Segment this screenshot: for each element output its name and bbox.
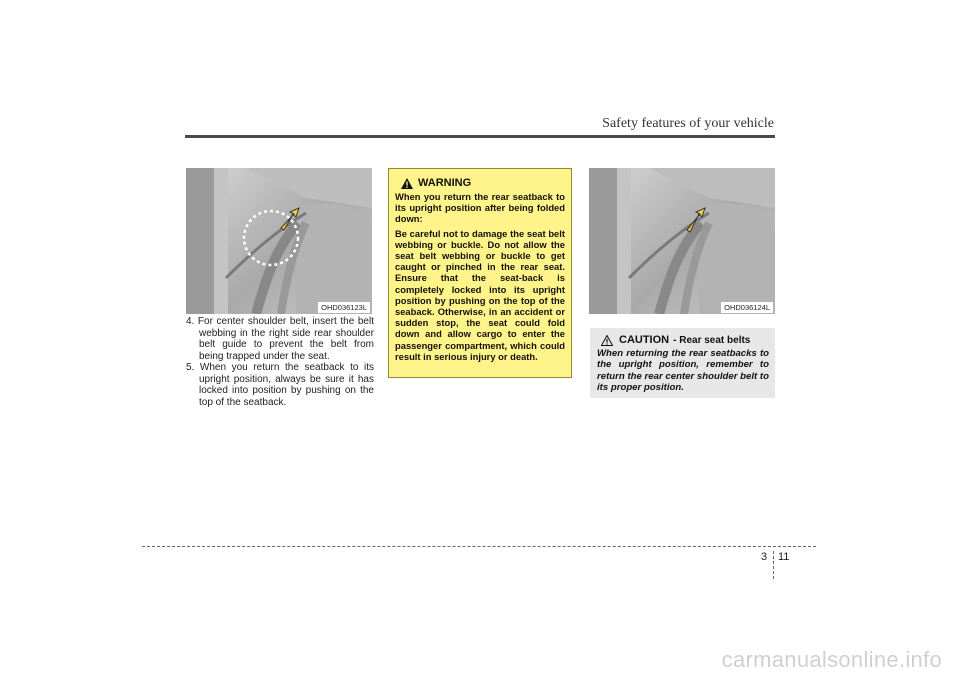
- figure-left: [186, 168, 372, 314]
- warning-body: Be careful not to damage the seat belt webbing or buckle. Do not allow the seat belt webbing or buckle to get caught or pinched in the rear seat. Ensure that the seat-back is completely locked into its upright position by pushing on the top of the seaback. Otherwise, in an accident or sudden stop, the seat could fold down and allow cargo to enter the passenger compartment, which could result in serious injury or death.: [395, 227, 565, 362]
- section-title: Safety features of your vehicle: [602, 116, 774, 131]
- seat-belt-illustration-left: [186, 168, 372, 314]
- warning-title: WARNING: [418, 177, 472, 189]
- instruction-step-5: 5. When you return the seatback to its upright position, always be sure it has locked into position by pushing on the top of the seatback.: [186, 362, 374, 408]
- caution-title: CAUTION: [619, 334, 670, 346]
- warning-icon: [401, 178, 413, 189]
- figure-code: OHD036123L: [318, 302, 370, 313]
- footer-divider: [773, 551, 774, 579]
- figure-right: [589, 168, 775, 314]
- page-number: 11: [778, 551, 790, 563]
- warning-header: [401, 177, 565, 189]
- caution-box: [590, 328, 775, 398]
- caution-subtitle: - Rear seat belts: [673, 334, 751, 346]
- watermark: carmanualsonline.info: [721, 647, 942, 672]
- seat-belt-illustration-right: [589, 168, 775, 314]
- chapter-number: 3: [761, 551, 768, 563]
- instructions: [186, 316, 374, 408]
- figure-code: OHD036124L: [721, 302, 773, 313]
- header-rule: [185, 135, 775, 138]
- caution-header: [601, 334, 769, 346]
- footer-rule: [142, 546, 816, 547]
- caution-icon: [601, 335, 613, 346]
- warning-intro: When you return the rear seatback to its upright position after being folded down:: [395, 191, 565, 225]
- caution-body: When returning the rear seatbacks to the upright position, remember to return the rear center shoulder belt to its proper position.: [597, 348, 769, 393]
- instruction-step-4: 4. For center shoulder belt, insert the belt webbing in the right side rear shoulder belt guide to prevent the belt from being trapped under the seat.: [186, 316, 374, 362]
- warning-box: [388, 168, 572, 378]
